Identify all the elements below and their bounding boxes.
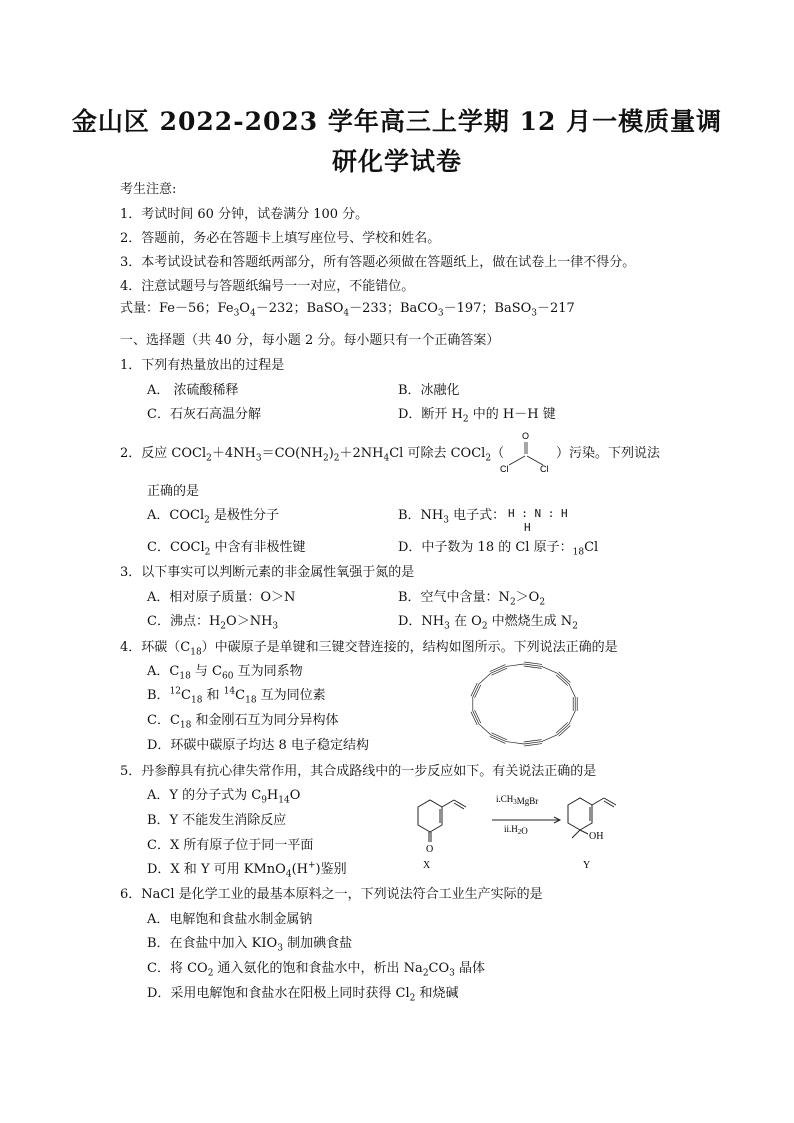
phosgene-cl2: Cl <box>540 464 549 474</box>
q5-stem: 5．丹参醇具有抗心律失常作用，其合成路线中的一步反应如下。有关说法正确的是 <box>120 764 597 779</box>
q4-option-c: C．$C_{18}$ 和金刚石互为同分异构体 <box>147 713 339 731</box>
q1-option-d: D．断开 $H_2$ 中的 H－H 键 <box>398 407 556 425</box>
q3-option-d: D．$NH_3$ 在 $O_2$ 中燃烧生成 $N_2$ <box>398 614 578 632</box>
q4-option-a: A．$C_{18}$ 与 $C_{60}$ 互为同系物 <box>147 664 303 682</box>
q1-option-b: B．冰融化 <box>398 383 460 398</box>
single-bond-line <box>506 742 524 744</box>
phosgene-o: O <box>522 431 530 441</box>
q2-option-d: D．中子数为 18 的 Cl 原子：$_{18}$Cl <box>398 540 599 558</box>
q6-stem: 6．NaCl 是化学工业的最基本原料之一，下列说法符合工业生产实际的是 <box>120 887 543 902</box>
single-bond-line <box>569 711 575 724</box>
formula-weights: 式量：Fe－56；$Fe_3O_4-232$；BaSO$_4$－233；BaCO$_3$－197；BaSO$_3$－217 <box>120 301 575 319</box>
page-title-line1: 金山区 2022-2023 学年高三上学期 12 月一模质量调 <box>71 107 723 136</box>
triple-bond-line <box>559 672 571 683</box>
notice-heading: 考生注意: <box>120 182 177 197</box>
q5-option-d: D．X 和 Y 可用 KMnO$_4$(H+)鉴别 <box>147 860 347 880</box>
single-bond-line <box>479 724 491 735</box>
notice-item-4: 4．注意试题号与答题纸编号一一对应，不能错位。 <box>120 279 415 294</box>
nh3-electron-formula-top: H : N : H <box>508 507 568 520</box>
q2-option-b: B．$NH_3$ 电子式： <box>398 508 506 526</box>
single-bond-line <box>542 735 558 742</box>
q3-option-b: B．空气中含量：$N_2>O_2$ <box>398 590 546 608</box>
notice-item-2: 2．答题前，务必在答题卡上填写座位号、学校和姓名。 <box>120 231 441 246</box>
triple-bond-line <box>556 723 568 734</box>
notice-item-1: 1．考试时间 60 分钟，试卷满分 100 分。 <box>120 207 369 222</box>
q5-option-b: B．Y 不能发生消除反应 <box>147 813 287 828</box>
nh3-electron-formula-bottom: H <box>524 521 531 534</box>
phosgene-cl1: Cl <box>500 464 509 474</box>
single-bond-line <box>479 673 491 684</box>
y-hydroxyl: OH <box>589 831 604 842</box>
q5-option-a: A．Y 的分子式为 $C_9H_{14}O$ <box>147 788 301 806</box>
q3-option-a: A．相对原子质量：O＞N <box>147 590 296 605</box>
triple-bond-line <box>557 724 569 735</box>
q4-stem: 4．环碳$(C_{18})$中碳原子是单键和三键交替连接的，结构如图所示。下列说法正确的是 <box>120 640 618 658</box>
x-oxygen: O <box>426 844 434 855</box>
q5-option-c: C．X 所有原子位于同一平面 <box>147 838 314 853</box>
label-y: Y <box>583 860 591 871</box>
q6-option-c: C．将 $CO_2$ 通入氨化的饱和食盐水中，析出 $Na_2CO_3$ 晶体 <box>147 961 486 979</box>
q6-option-d: D．采用电解饱和食盐水在阳极上同时获得 $Cl_2$ 和烧碱 <box>147 986 459 1004</box>
label-x: X <box>423 860 431 871</box>
q2-option-c: C．COCl$_2$ 中含有非极性键 <box>147 540 306 558</box>
q6-option-b: B．在食盐中加入 $KIO_3$ 制加碘食盐 <box>147 936 353 954</box>
triple-bond-line <box>556 675 568 686</box>
reagent-1: $i.CH_3MgBr$ <box>496 794 539 806</box>
section-heading: 一、选择题（共 40 分，每小题 2 分。每小题只有一个正确答案） <box>120 333 500 348</box>
triple-bond-line <box>559 725 571 736</box>
q1-stem: 1．下列有热量放出的过程是 <box>120 358 285 373</box>
triple-bond-line <box>557 673 569 684</box>
q2-stem-a: 2．反应 $COCl_2+4NH_3=CO(NH_2)_2+2NH_4Cl$ 可除去 COCl$_2$（ <box>120 446 505 464</box>
single-bond-line <box>506 664 524 666</box>
q2-stem-b: ）污染。下列说法 <box>556 446 661 461</box>
q6-option-a: A．电解饱和食盐水制金属钠 <box>147 912 313 927</box>
reagent-2: $ii.H_2O$ <box>504 824 528 836</box>
single-bond-line <box>542 666 558 673</box>
q1-option-c: C．石灰石高温分解 <box>147 407 261 422</box>
reaction-scheme <box>400 776 640 876</box>
q1-option-a: A． 浓硫酸稀释 <box>147 383 239 398</box>
phosgene-structure <box>496 428 556 474</box>
cyclocarbon-ring <box>466 659 582 749</box>
single-bond-line <box>569 684 575 697</box>
q2-option-a: A．COCl$_2$ 是极性分子 <box>147 508 279 526</box>
q3-stem: 3．以下事实可以判断元素的非金属性氧强于氮的是 <box>120 565 415 580</box>
q4-option-d: D．环碳中碳原子均达 8 电子稳定结构 <box>147 738 369 753</box>
page-title-line2: 研化学试卷 <box>331 147 462 176</box>
q3-option-c: C．沸点：$H_2O>NH_3$ <box>147 614 279 632</box>
notice-item-3: 3．本考试设试卷和答题纸两部分，所有答题必须做在答题纸上，做在试卷上一律不得分。 <box>120 255 636 270</box>
q2-stem-c: 正确的是 <box>147 484 200 499</box>
q4-option-b: B．$^{12}C_{18}$ 和 $^{14}C_{18}$ 互为同位素 <box>147 686 326 706</box>
